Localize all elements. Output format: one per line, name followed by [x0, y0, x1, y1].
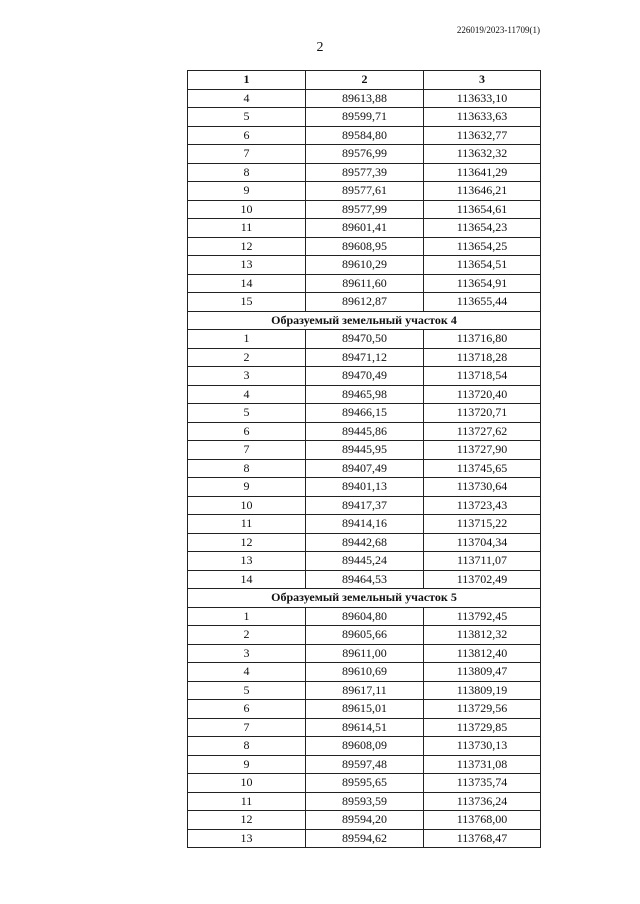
point-number-cell: 8	[188, 737, 306, 756]
y-coordinate-cell: 113702,49	[424, 570, 541, 589]
y-coordinate-cell: 113715,22	[424, 515, 541, 534]
y-coordinate-cell: 113812,32	[424, 626, 541, 645]
point-number-cell: 8	[188, 459, 306, 478]
table-row	[188, 219, 541, 238]
x-coordinate-cell: 89614,51	[306, 718, 424, 737]
y-coordinate-cell: 113718,54	[424, 367, 541, 386]
x-coordinate-cell: 89605,66	[306, 626, 424, 645]
y-coordinate-cell: 113727,62	[424, 422, 541, 441]
point-number-cell: 4	[188, 89, 306, 108]
y-coordinate-cell: 113792,45	[424, 607, 541, 626]
table-row	[188, 774, 541, 793]
point-number-cell: 12	[188, 533, 306, 552]
table-row	[188, 441, 541, 460]
table-body	[188, 89, 541, 848]
table-row	[188, 237, 541, 256]
x-coordinate-cell: 89445,86	[306, 422, 424, 441]
y-coordinate-cell: 113654,91	[424, 274, 541, 293]
x-coordinate-cell: 89464,53	[306, 570, 424, 589]
y-coordinate-cell: 113729,85	[424, 718, 541, 737]
y-coordinate-cell: 113646,21	[424, 182, 541, 201]
x-coordinate-cell: 89470,50	[306, 330, 424, 349]
x-coordinate-cell: 89445,95	[306, 441, 424, 460]
table-row	[188, 570, 541, 589]
x-coordinate-cell: 89576,99	[306, 145, 424, 164]
table-row	[188, 367, 541, 386]
x-coordinate-cell: 89465,98	[306, 385, 424, 404]
point-number-cell: 9	[188, 755, 306, 774]
page-number: 2	[316, 40, 324, 55]
y-coordinate-cell: 113745,65	[424, 459, 541, 478]
table-row	[188, 404, 541, 423]
table-row	[188, 515, 541, 534]
point-number-cell: 4	[188, 385, 306, 404]
y-coordinate-cell: 113632,32	[424, 145, 541, 164]
section-header-row	[188, 589, 541, 608]
table-row	[188, 644, 541, 663]
table-row	[188, 496, 541, 515]
point-number-cell: 5	[188, 681, 306, 700]
x-coordinate-cell: 89593,59	[306, 792, 424, 811]
y-coordinate-cell: 113809,19	[424, 681, 541, 700]
table-row	[188, 755, 541, 774]
table-row	[188, 422, 541, 441]
x-coordinate-cell: 89608,95	[306, 237, 424, 256]
point-number-cell: 10	[188, 200, 306, 219]
point-number-cell: 3	[188, 367, 306, 386]
y-coordinate-cell: 113633,63	[424, 108, 541, 127]
x-coordinate-cell: 89612,87	[306, 293, 424, 312]
x-coordinate-cell: 89442,68	[306, 533, 424, 552]
y-coordinate-cell: 113716,80	[424, 330, 541, 349]
point-number-cell: 6	[188, 700, 306, 719]
y-coordinate-cell: 113632,77	[424, 126, 541, 145]
y-coordinate-cell: 113730,64	[424, 478, 541, 497]
point-number-cell: 1	[188, 607, 306, 626]
y-coordinate-cell: 113812,40	[424, 644, 541, 663]
y-coordinate-cell: 113729,56	[424, 700, 541, 719]
x-coordinate-cell: 89601,41	[306, 219, 424, 238]
table-row	[188, 811, 541, 830]
y-coordinate-cell: 113654,61	[424, 200, 541, 219]
x-coordinate-cell: 89577,39	[306, 163, 424, 182]
coordinates-table	[187, 70, 541, 848]
x-coordinate-cell: 89611,60	[306, 274, 424, 293]
x-coordinate-cell: 89594,62	[306, 829, 424, 848]
x-coordinate-cell: 89617,11	[306, 681, 424, 700]
y-coordinate-cell: 113736,24	[424, 792, 541, 811]
y-coordinate-cell: 113768,00	[424, 811, 541, 830]
table-row	[188, 182, 541, 201]
point-number-cell: 9	[188, 182, 306, 201]
table-row	[188, 256, 541, 275]
x-coordinate-cell: 89604,80	[306, 607, 424, 626]
table-row	[188, 163, 541, 182]
y-coordinate-cell: 113641,29	[424, 163, 541, 182]
point-number-cell: 12	[188, 237, 306, 256]
point-number-cell: 1	[188, 330, 306, 349]
x-coordinate-cell: 89597,48	[306, 755, 424, 774]
table-row	[188, 626, 541, 645]
document-id: 226019/2023-11709(1)	[456, 25, 540, 35]
y-coordinate-cell: 113720,71	[424, 404, 541, 423]
point-number-cell: 10	[188, 496, 306, 515]
y-coordinate-cell: 113809,47	[424, 663, 541, 682]
table-row	[188, 700, 541, 719]
table-row	[188, 274, 541, 293]
column-header: 1	[188, 71, 306, 90]
x-coordinate-cell: 89615,01	[306, 700, 424, 719]
x-coordinate-cell: 89595,65	[306, 774, 424, 793]
table-row	[188, 718, 541, 737]
point-number-cell: 10	[188, 774, 306, 793]
y-coordinate-cell: 113731,08	[424, 755, 541, 774]
table-row	[188, 478, 541, 497]
y-coordinate-cell: 113704,34	[424, 533, 541, 552]
point-number-cell: 15	[188, 293, 306, 312]
point-number-cell: 14	[188, 274, 306, 293]
point-number-cell: 13	[188, 256, 306, 275]
y-coordinate-cell: 113723,43	[424, 496, 541, 515]
point-number-cell: 6	[188, 126, 306, 145]
x-coordinate-cell: 89611,00	[306, 644, 424, 663]
table-row	[188, 385, 541, 404]
table-row	[188, 348, 541, 367]
y-coordinate-cell: 113735,74	[424, 774, 541, 793]
section-header-row	[188, 311, 541, 330]
table-row	[188, 829, 541, 848]
x-coordinate-cell: 89610,29	[306, 256, 424, 275]
x-coordinate-cell: 89407,49	[306, 459, 424, 478]
table-row	[188, 89, 541, 108]
table-row	[188, 145, 541, 164]
x-coordinate-cell: 89470,49	[306, 367, 424, 386]
x-coordinate-cell: 89610,69	[306, 663, 424, 682]
table-row	[188, 533, 541, 552]
y-coordinate-cell: 113654,23	[424, 219, 541, 238]
point-number-cell: 12	[188, 811, 306, 830]
x-coordinate-cell: 89414,16	[306, 515, 424, 534]
y-coordinate-cell: 113711,07	[424, 552, 541, 571]
table-row	[188, 607, 541, 626]
x-coordinate-cell: 89471,12	[306, 348, 424, 367]
x-coordinate-cell: 89577,99	[306, 200, 424, 219]
point-number-cell: 7	[188, 718, 306, 737]
point-number-cell: 13	[188, 829, 306, 848]
x-coordinate-cell: 89417,37	[306, 496, 424, 515]
x-coordinate-cell: 89584,80	[306, 126, 424, 145]
x-coordinate-cell: 89466,15	[306, 404, 424, 423]
y-coordinate-cell: 113727,90	[424, 441, 541, 460]
table-row	[188, 459, 541, 478]
table-header-row	[188, 71, 541, 90]
point-number-cell: 9	[188, 478, 306, 497]
point-number-cell: 3	[188, 644, 306, 663]
section-title: Образуемый земельный участок 4	[188, 311, 541, 330]
table-row	[188, 200, 541, 219]
y-coordinate-cell: 113730,13	[424, 737, 541, 756]
table-row	[188, 681, 541, 700]
point-number-cell: 7	[188, 145, 306, 164]
point-number-cell: 5	[188, 404, 306, 423]
x-coordinate-cell: 89445,24	[306, 552, 424, 571]
point-number-cell: 2	[188, 626, 306, 645]
y-coordinate-cell: 113655,44	[424, 293, 541, 312]
point-number-cell: 11	[188, 792, 306, 811]
column-header: 3	[424, 71, 541, 90]
table-row	[188, 552, 541, 571]
section-title: Образуемый земельный участок 5	[188, 589, 541, 608]
point-number-cell: 11	[188, 515, 306, 534]
point-number-cell: 13	[188, 552, 306, 571]
point-number-cell: 5	[188, 108, 306, 127]
x-coordinate-cell: 89594,20	[306, 811, 424, 830]
y-coordinate-cell: 113633,10	[424, 89, 541, 108]
point-number-cell: 11	[188, 219, 306, 238]
table-row	[188, 330, 541, 349]
point-number-cell: 7	[188, 441, 306, 460]
x-coordinate-cell: 89401,13	[306, 478, 424, 497]
x-coordinate-cell: 89599,71	[306, 108, 424, 127]
point-number-cell: 14	[188, 570, 306, 589]
table-row	[188, 108, 541, 127]
x-coordinate-cell: 89608,09	[306, 737, 424, 756]
point-number-cell: 4	[188, 663, 306, 682]
point-number-cell: 6	[188, 422, 306, 441]
table-row	[188, 792, 541, 811]
x-coordinate-cell: 89577,61	[306, 182, 424, 201]
table-row	[188, 663, 541, 682]
table-row	[188, 126, 541, 145]
column-header: 2	[306, 71, 424, 90]
y-coordinate-cell: 113654,25	[424, 237, 541, 256]
table-row	[188, 293, 541, 312]
y-coordinate-cell: 113768,47	[424, 829, 541, 848]
table-row	[188, 737, 541, 756]
x-coordinate-cell: 89613,88	[306, 89, 424, 108]
y-coordinate-cell: 113654,51	[424, 256, 541, 275]
y-coordinate-cell: 113718,28	[424, 348, 541, 367]
point-number-cell: 8	[188, 163, 306, 182]
point-number-cell: 2	[188, 348, 306, 367]
y-coordinate-cell: 113720,40	[424, 385, 541, 404]
